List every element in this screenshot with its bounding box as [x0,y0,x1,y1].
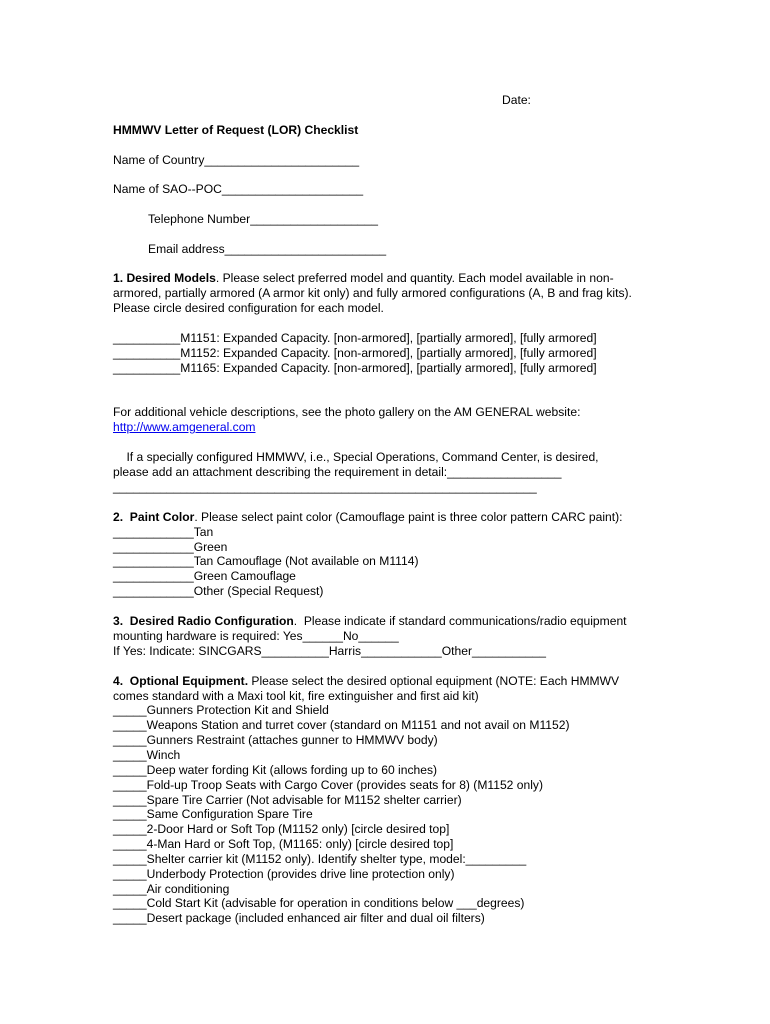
date-label: Date: [502,93,531,107]
option-item: _____Gunners Protection Kit and Shield [113,703,329,717]
model-m1165-row: __________M1165: Expanded Capacity. [non-armored], [partially armored], [fully armored] [113,361,597,375]
option-item: _____Gunners Restraint (attaches gunner to HMMWV body) [113,733,438,747]
email-field: Email address________________________ [148,242,387,256]
section2-intro-text: . Please select paint color (Camouflage paint is three color pattern CARC paint): [194,510,623,524]
option-item: _____Air conditioning [113,882,230,896]
model-m1152-row: __________M1152: Expanded Capacity. [non-armored], [partially armored], [fully armored] [113,346,597,360]
option-item: _____Same Configuration Spare Tire [113,807,313,821]
section2-intro [113,510,623,525]
section2-heading: 2. Paint Color [113,510,195,524]
section1-intro [113,271,614,286]
country-field: Name of Country_______________________ [113,153,360,167]
option-item: _____Spare Tire Carrier (Not advisable for M1152 shelter carrier) [113,793,462,807]
amgeneral-link[interactable]: http://www.amgeneral.com [113,420,256,434]
section4-heading: 4. Optional Equipment. [113,674,249,688]
section1-heading: 1. Desired Models [113,271,216,285]
option-item: _____Fold-up Troop Seats with Cargo Cover (provides seats for 8) (M1152 only) [113,778,543,792]
radio-mounting-line: mounting hardware is required: Yes______No______ [113,629,399,643]
radio-type-line: If Yes: Indicate: SINCGARS__________Harris____________Other___________ [113,644,547,658]
section4-intro-line2: comes standard with a Maxi tool kit, fire extinguisher and first aid kit) [113,689,479,703]
option-item: _____Shelter carrier kit (M1152 only). Identify shelter type, model:_________ [113,852,527,866]
section4-intro [113,674,619,689]
special-config-line1: If a specially configured HMMWV, i.e., Special Operations, Command Center, is desired, [113,450,599,464]
option-item: _____Weapons Station and turret cover (standard on M1151 and not avail on M1152) [113,718,570,732]
paint-option-other: ____________Other (Special Request) [113,584,324,598]
paint-option-green-camo: ____________Green Camouflage [113,569,296,583]
telephone-field: Telephone Number___________________ [148,212,378,226]
option-item: _____Deep water fording Kit (allows fording up to 60 inches) [113,763,438,777]
paint-option-green: ____________Green [113,540,228,554]
section3-intro-text: . Please indicate if standard communications/radio equipment [293,614,627,628]
option-item: _____2-Door Hard or Soft Top (M1152 only) [circle desired top] [113,822,450,836]
page-title: HMMWV Letter of Request (LOR) Checklist [113,123,359,137]
section3-intro [113,614,627,629]
option-item: _____Winch [113,748,181,762]
paint-option-tan-camo: ____________Tan Camouflage (Not available on M1114) [113,554,419,568]
option-item: _____Desert package (included enhanced air filter and dual oil filters) [113,911,485,925]
option-item: _____Cold Start Kit (advisable for operation in conditions below ___degrees) [113,896,525,910]
section3-heading: 3. Desired Radio Configuration [113,614,294,628]
special-config-line2: please add an attachment describing the requirement in detail:_________________ [113,465,562,479]
gallery-note: For additional vehicle descriptions, see the photo gallery on the AM GENERAL website: [113,405,581,419]
section1-intro-line3: Please circle desired configuration for each model. [113,301,384,315]
special-config-line3: _______________________________________________________________ [113,480,537,494]
model-m1151-row: __________M1151: Expanded Capacity. [non-armored], [partially armored], [fully armored] [113,331,597,345]
section4-intro-text: Please select the desired optional equipment (NOTE: Each HMMWV [248,674,620,688]
option-item: _____4-Man Hard or Soft Top, (M1165: only) [circle desired top] [113,837,454,851]
section1-intro-text: . Please select preferred model and quantity. Each model available in non- [215,271,614,285]
sao-poc-field: Name of SAO--POC_____________________ [113,182,364,196]
section1-intro-line2: armored, partially armored (A armor kit only) and fully armored configurations (A, B and frag kits). [113,286,632,300]
option-item: _____Underbody Protection (provides drive line protection only) [113,867,455,881]
paint-option-tan: ____________Tan [113,525,214,539]
